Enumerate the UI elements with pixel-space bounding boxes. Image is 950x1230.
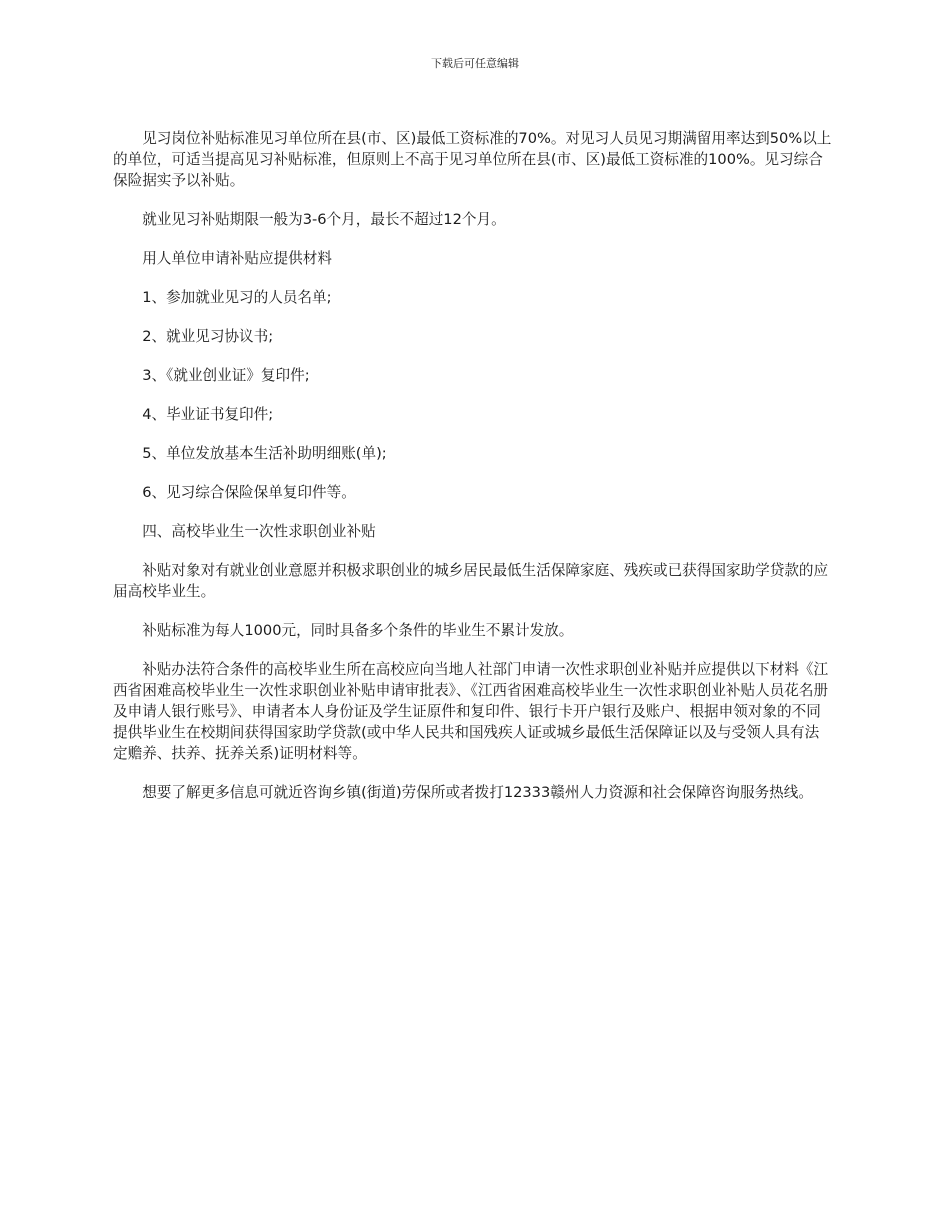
paragraph-subsidy-amount: 补贴标准为每人1000元，同时具备多个条件的毕业生不累计发放。 [142,622,574,639]
paragraph-subsidy-method: 补贴办法符合条件的高校毕业生所在高校应向当地人社部门申请一次性求职创业补贴并应提供以下材料《江西省困难高校毕业生一次性求职创业补贴申请审批表》、《江西省困难高校毕业生一次性求职创业补贴人员花名册及申请人银行账号》、申请者本人身份证及学生证原件和复印件、银行卡开户银行及账户、根据申领对象的不同提供毕业生在校期间获得国家助学贷款(或中华人民共和国残疾人证或城乡最低生活保障证以及与受领人具有法定赡养、扶养、抚养关系)证明材料等。 [113,661,829,762]
list-item-material-2: 2、就业见习协议书; [142,328,274,345]
paragraph-internship-subsidy-standard: 见习岗位补贴标准见习单位所在县(市、区)最低工资标准的70%。对见习人员见习期满留用率达到50%以上的单位，可适当提高见习补贴标准，但原则上不高于见习单位所在县(市、区)最低工资标准的100%。见习综合保险据实予以补贴。 [113,130,832,189]
paragraph-subsidy-period: 就业见习补贴期限一般为3-6个月，最长不超过12个月。 [142,211,506,228]
list-item-material-6: 6、见习综合保险保单复印件等。 [142,484,356,501]
document-body [113,128,833,821]
list-item-material-3: 3、《就业创业证》复印件; [142,367,310,384]
paragraph-hotline-info: 想要了解更多信息可就近咨询乡镇(街道)劳保所或者拨打12333赣州人力资源和社会保障咨询服务热线。 [142,784,813,801]
paragraph-subsidy-target: 补贴对象对有就业创业意愿并积极求职创业的城乡居民最低生活保障家庭、残疾或已获得国家助学贷款的应届高校毕业生。 [113,562,829,600]
page-header-note: 下载后可任意编辑 [431,57,519,70]
list-item-material-4: 4、毕业证书复印件; [142,406,274,423]
list-item-material-5: 5、单位发放基本生活补助明细账(单); [142,445,387,462]
list-item-material-1: 1、参加就业见习的人员名单; [142,289,332,306]
section-heading-graduate-subsidy: 四、高校毕业生一次性求职创业补贴 [142,523,376,540]
paragraph-materials-heading: 用人单位申请补贴应提供材料 [142,250,332,267]
